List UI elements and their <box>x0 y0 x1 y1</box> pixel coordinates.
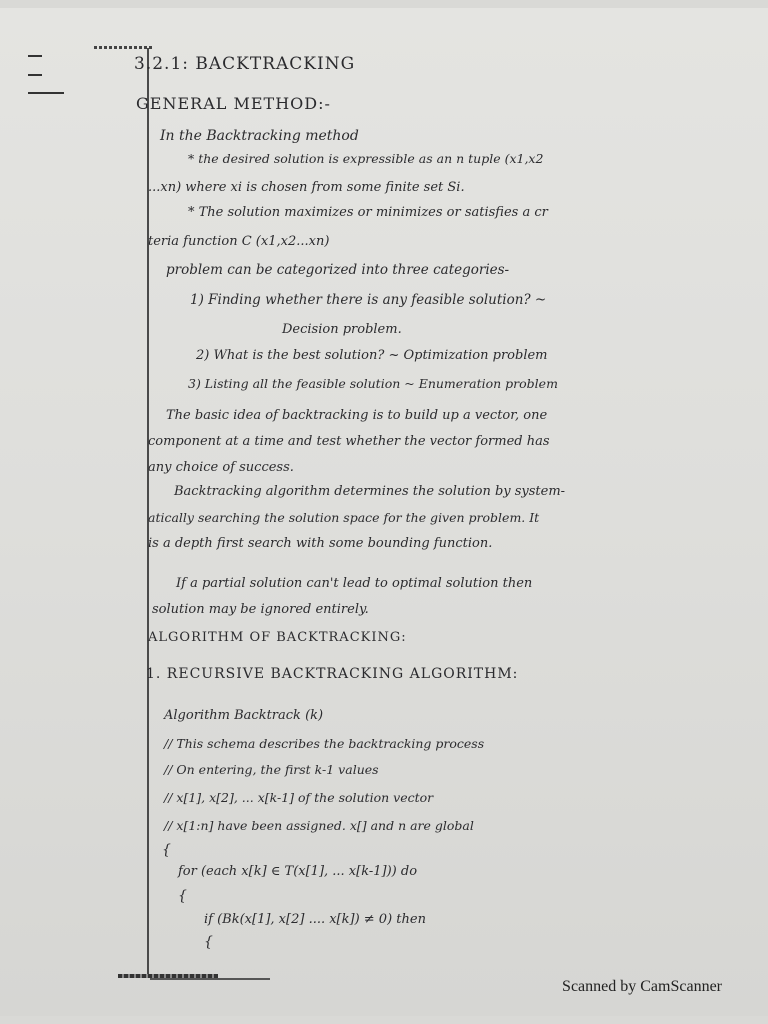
text-line: If a partial solution can't lead to optimal solution then <box>176 576 533 591</box>
code-line: for (each x[k] ∈ T(x[1], ... x[k-1])) do <box>178 864 418 879</box>
text-line: The basic idea of backtracking is to build up a vector, one <box>166 408 548 423</box>
text-line: 2) What is the best solution? ~ Optimization problem <box>196 348 548 363</box>
code-line: { <box>178 888 187 904</box>
corner-marks <box>28 54 64 106</box>
text-line: ...xn) where xi is chosen from some finite set Si. <box>148 180 465 195</box>
text-line: component at a time and test whether the vector formed has <box>148 434 550 449</box>
text-line: Decision problem. <box>282 322 402 337</box>
code-line: // x[1], x[2], ... x[k-1] of the solution vector <box>164 790 434 805</box>
code-line: if (Bk(x[1], x[2] .... x[k]) ≠ 0) then <box>204 912 426 927</box>
text-line: any choice of success. <box>148 460 294 475</box>
code-line: // x[1:n] have been assigned. x[] and n are global <box>164 818 474 833</box>
text-line: atically searching the solution space for the given problem. It <box>148 510 540 525</box>
text-line: 3) Listing all the feasible solution ~ Enumeration problem <box>188 376 558 391</box>
text-line: Backtracking algorithm determines the solution by system- <box>174 484 566 499</box>
text-line: teria function C (x1,x2...xn) <box>148 234 330 249</box>
scanned-page <box>0 8 768 1016</box>
text-line: 1) Finding whether there is any feasible solution? ~ <box>190 292 547 308</box>
code-line: { <box>204 934 213 950</box>
code-line: // On entering, the first k-1 values <box>164 762 379 777</box>
text-line: * the desired solution is expressible as an n tuple (x1,x2 <box>188 151 544 166</box>
algorithm-heading: ALGORITHM OF BACKTRACKING: <box>148 630 407 645</box>
code-line: { <box>162 842 171 858</box>
text-line: is a depth first search with some bounding function. <box>148 536 493 551</box>
subheading: GENERAL METHOD:- <box>136 94 331 113</box>
text-line: problem can be categorized into three categories- <box>166 262 510 278</box>
top-rule <box>94 46 154 49</box>
text-line: In the Backtracking method <box>160 128 359 144</box>
text-line: solution may be ignored entirely. <box>152 602 369 617</box>
section-heading: 3.2.1: BACKTRACKING <box>134 54 356 74</box>
text-line: * The solution maximizes or minimizes or satisfies a cr <box>188 205 548 220</box>
bottom-rule-line <box>150 978 270 980</box>
recursive-heading: 1. RECURSIVE BACKTRACKING ALGORITHM: <box>146 666 519 682</box>
scanner-watermark: Scanned by CamScanner <box>562 978 722 995</box>
code-line: Algorithm Backtrack (k) <box>164 708 324 723</box>
code-line: // This schema describes the backtracking process <box>164 736 485 751</box>
